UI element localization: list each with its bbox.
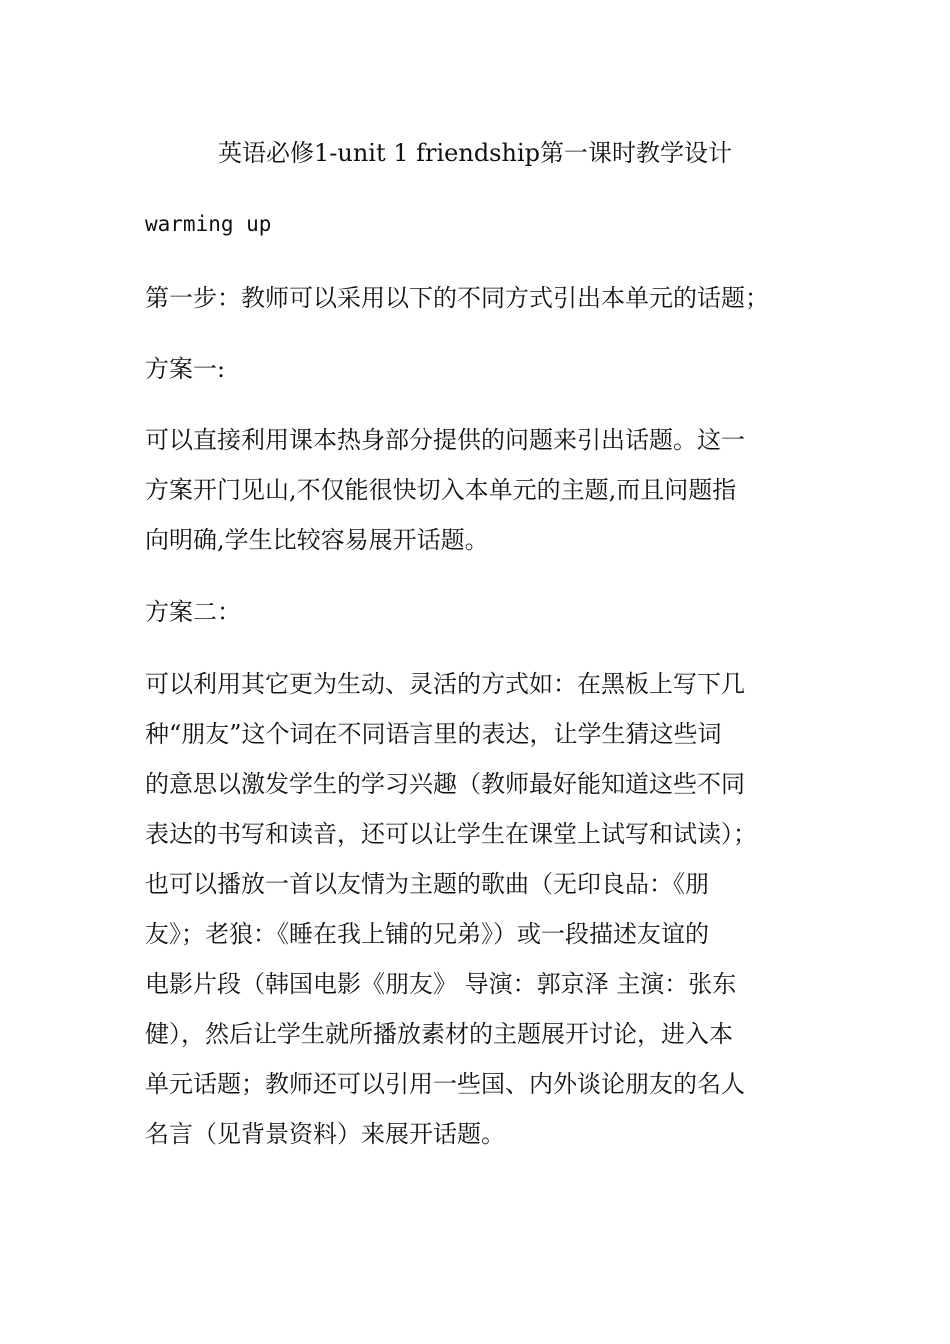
paragraph-line: 向明确,学生比较容易展开话题。 (145, 526, 489, 554)
plan-one-paragraph (145, 415, 795, 565)
plan-two-paragraph (145, 659, 795, 1159)
paragraph-line: 表达的书写和读音，还可以让学生在课堂上试写和试读）； (145, 820, 757, 848)
paragraph-line: 单元话题；教师还可以引用一些国、内外谈论朋友的名人 (145, 1070, 745, 1098)
step-one-text: 第一步：教师可以采用以下的不同方式引出本单元的话题； (145, 284, 769, 312)
paragraph-line: 电影片段（韩国电影《朋友》 导演：郭京泽 主演：张东 (145, 970, 737, 998)
plan-one-label: 方案一: (145, 355, 226, 383)
paragraph-line: 种“朋友”这个词在不同语言里的表达，让学生猜这些词 (145, 720, 722, 748)
paragraph-line: 友》；老狼：《睡在我上铺的兄弟》）或一段描述友谊的 (145, 920, 709, 948)
paragraph-line: 可以利用其它更为生动、灵活的方式如：在黑板上写下几 (145, 670, 745, 698)
paragraph-line: 名言（见背景资料）来展开话题。 (145, 1120, 505, 1148)
paragraph-line: 健），然后让学生就所播放素材的主题展开讨论，进入本 (145, 1020, 733, 1048)
document-title: 英语必修1-unit 1 friendship第一课时教学设计 (217, 139, 732, 167)
paragraph-line: 也可以播放一首以友情为主题的歌曲（无印良品：《朋 (145, 870, 709, 898)
paragraph-line: 方案开门见山,不仅能很快切入本单元的主题,而且问题指 (145, 476, 737, 504)
section-heading: warming up (145, 212, 272, 236)
plan-two-label: 方案二： (145, 598, 241, 626)
paragraph-line: 可以直接利用课本热身部分提供的问题来引出话题。这一 (145, 426, 745, 454)
paragraph-line: 的意思以激发学生的学习兴趣（教师最好能知道这些不同 (145, 770, 745, 798)
